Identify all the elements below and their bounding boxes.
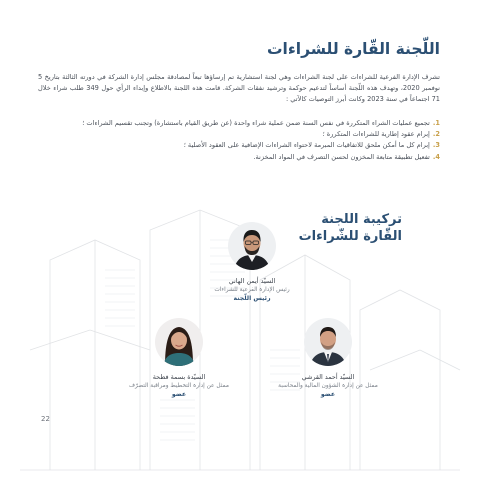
member-description: ممثل عن إدارة الشؤون المالية والمحاسبة bbox=[278, 383, 378, 389]
list-number: 4. bbox=[432, 152, 440, 161]
list-item bbox=[40, 140, 440, 151]
list-item bbox=[40, 152, 440, 163]
avatar bbox=[228, 222, 276, 270]
member-role: عضو bbox=[171, 391, 187, 398]
section-title-line2: القّارة للشّراءات bbox=[298, 229, 402, 244]
list-number: 1. bbox=[432, 119, 440, 127]
recommendations-list bbox=[40, 118, 440, 163]
avatar bbox=[155, 318, 203, 366]
list-text: إبرام عقود إطارية للشراءات المتكررة ؛ bbox=[322, 130, 430, 139]
list-text: تفعيل تطبيقة متابعة المخزون لحسن التصرف في المواد المخزنة. bbox=[253, 152, 430, 161]
member-card bbox=[109, 318, 249, 399]
intro-paragraph: تشرف الإدارة الفرعية للشراءات على لجنة الشراءات وهي لجنة استشارية تم إرساؤها تبعاً لمصادقة مجلس إدارة الشركة في دورته الثالثة بتاريخ 5 نوفمبر 2020، وتهدف هذه اللّجنة أساساً لتدعيم حوكمة وترشيد نفقات الشركة. قامت هذه اللجنة بالاطلاع وإبداء الرأي حول 349 طلب شراء خلال 71 اجتماعاً في سنة 2023 وكانت أبرز التوصيات كالآتي : bbox=[38, 73, 440, 104]
avatar bbox=[304, 318, 352, 366]
list-text: تجميع عمليات الشراء المتكررة في نفس السنة ضمن عملية شراء واحدة (عن طريق القيام باستشارة) وتجنب تقسيم الشراءات ؛ bbox=[82, 119, 430, 127]
page-number: 22 bbox=[41, 415, 50, 423]
member-role: رئيس اللّجنة bbox=[233, 295, 271, 302]
list-item bbox=[40, 129, 440, 140]
list-number: 2. bbox=[432, 130, 440, 139]
member-card-chairman bbox=[182, 222, 322, 303]
member-description: ممثل عن إدارة التخطيط ومراقبة التصرّف bbox=[129, 383, 229, 389]
page-title: اللّجنة القّارة للشراءات bbox=[266, 40, 440, 58]
member-name: السيّدة بسمة فطحة bbox=[152, 373, 206, 381]
list-number: 3. bbox=[432, 141, 440, 150]
list-item bbox=[40, 118, 440, 129]
section-title-line1: تركيبة اللجنة bbox=[321, 212, 402, 227]
member-role: عضو bbox=[320, 391, 336, 398]
list-text: إبرام كل ما أمكن ملحق للاتفاقيات المبرمة لاحتواء الشراءات الإضافية على العقود الأصلية ؛ bbox=[183, 141, 430, 150]
member-card bbox=[258, 318, 398, 399]
member-name: السيّد أحمد القرشي bbox=[301, 373, 355, 381]
member-description: رئيس الإدارة الفرعية للشراءات bbox=[214, 287, 290, 293]
member-name: السيّد أيمن الهاني bbox=[228, 277, 276, 285]
